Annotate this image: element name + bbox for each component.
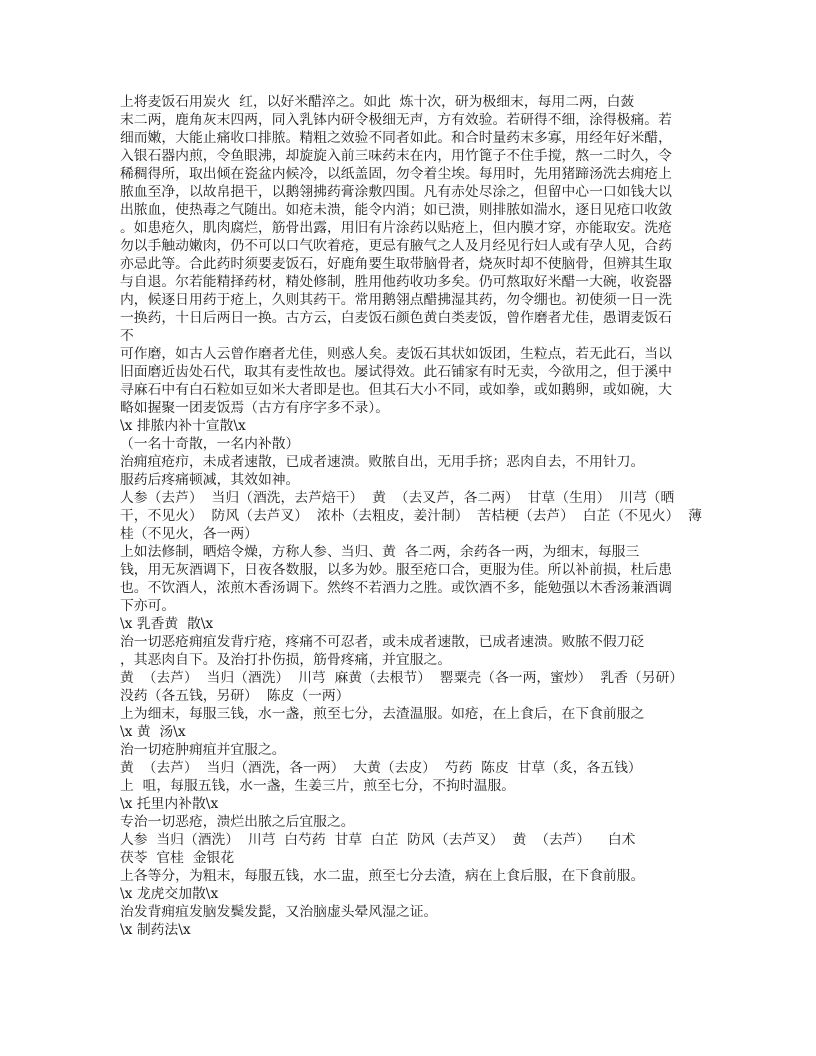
section-heading: \x 排脓内补十宣散\x	[120, 418, 246, 434]
text-line: （一名十奇散，一名内补散）	[120, 436, 300, 452]
ingredient-line: 茯苓 官桂 金银花	[120, 850, 235, 866]
document-page	[120, 93, 702, 939]
text-line: 专治一切恶疮，溃烂出脓之后宜服之。	[120, 814, 355, 830]
text-line: 脓血至净，以故帛挹干，以鹅翎拂药膏涂敷四围。凡有赤处尽涂之，但留中心一口如钱大以	[120, 184, 672, 200]
text-line: 上 咀，每服五钱，水一盏，生姜三片，煎至七分，不拘时温服。	[120, 778, 516, 794]
section-heading: \x 托里内补散\x	[120, 796, 219, 812]
section-heading: \x 龙虎交加散\x	[120, 886, 219, 902]
text-line: 末二两，鹿角灰末四两，同入乳钵内研令极细无声，方有效验。若研得不细，涂得极痛。若	[120, 112, 672, 128]
text-line: 。如患疮久，肌肉腐烂，筋骨出露，用旧有片涂药以贴疮上，但内膜才穿，亦能取安。洗疮	[120, 220, 672, 236]
text-line: 治一切疮肿痈疽并宜服之。	[120, 742, 286, 758]
text-line: 亦忌此等。合此药时须要麦饭石，好鹿角要生取带脑骨者，烧灰时却不使脑骨，但辨其生取	[120, 256, 672, 272]
ingredient-line: 黄 （去芦） 当归（酒洗，各一两） 大黄（去皮） 芍药 陈皮 甘草（炙，各五钱）	[120, 760, 642, 776]
section-heading: \x 黄 汤\x	[120, 724, 186, 740]
text-line: 内，候逐日用药于疮上，久则其药干。常用鹅翎点醋拂湿其药，勿令绷也。初使须一日一洗	[120, 292, 672, 308]
text-line: 上如法修制，晒焙令燥，方称人参、当归、黄 各二两，余药各一两，为细末，每服三	[120, 544, 640, 560]
text-line: 细而嫩，大能止痛收口排脓。精粗之效验不同者如此。和合时量药末多寡，用经年好米醋，	[120, 130, 672, 146]
text-line: 治发背痈疽发脑发鬓发髭，又治脑虚头晕风湿之证。	[120, 904, 438, 920]
text-line: 治一切恶疮痈疽发背疔疮，疼痛不可忍者，或未成者速散，已成者速溃。败脓不假刀砭	[120, 634, 645, 650]
text-line: 略如握聚一团麦饭焉（古方有序字多不录）。	[120, 400, 390, 416]
text-line: ，其恶肉自下。及治打扑伤损，筋骨疼痛，并宜服之。	[120, 652, 452, 668]
text-line: 可作磨，如古人云曾作磨者尤佳，则惑人矣。麦饭石其状如饭团，生粒点，若无此石，当以	[120, 346, 672, 362]
ingredient-line: 干，不见火） 防风（去芦叉） 浓朴（去粗皮，姜汁制） 苦桔梗（去芦） 白芷（不见火） 薄	[120, 508, 702, 524]
text-line: 上为细末，每服三钱，水一盏，煎至七分，去渣温服。如疮，在上食后，在下食前服之	[120, 706, 645, 722]
text-line: 不	[120, 328, 134, 344]
text-line: 钱，用无灰酒调下，日夜各数服，以多为妙。服至疮口合，更服为佳。所以补前损，杜后患	[120, 562, 672, 578]
text-line: 入银石器内煎，令鱼眼沸，却旋旋入前三味药末在内，用竹篦子不住手搅，熬一二时久，令	[120, 148, 672, 164]
ingredient-line: 桂（不见火，各一两）	[120, 526, 258, 542]
section-heading: \x 制药法\x	[120, 922, 191, 938]
ingredient-line: 黄 （去芦） 当归（酒洗） 川芎 麻黄（去根节） 罂粟壳（各一两，蜜炒） 乳香（另研）	[120, 670, 684, 686]
text-line: 下亦可。	[120, 598, 176, 614]
text-line: 勿以手触动嫩肉，仍不可以口气吹着疮，更忌有腋气之人及月经见行妇人或有孕人见，合药	[120, 238, 672, 254]
text-line: 服药后疼痛顿减，其效如神。	[120, 472, 300, 488]
text-line: 上各等分，为粗末，每服五钱，水二盅，煎至七分去渣，病在上食后服，在下食前服。	[120, 868, 645, 884]
ingredient-line: 没药（各五钱，另研） 陈皮（一两）	[120, 688, 350, 704]
text-line: 寻麻石中有白石粒如豆如米大者即是也。但其石大小不同，或如拳，或如鹅卵，或如碗，大	[120, 382, 672, 398]
text-line: 出脓血，使热毒之气随出。如疮未溃，能令内消；如已溃，则排脓如湍水，逐日见疮口收敛	[120, 202, 672, 218]
text-line: 也。不饮酒人，浓煎木香汤调下。然终不若酒力之胜。或饮酒不多，能勉强以木香汤兼酒调	[120, 580, 672, 596]
ingredient-line: 人参 当归（酒洗） 川芎 白芍药 甘草 白芷 防风（去芦叉） 黄 （去芦） 白术	[120, 832, 636, 848]
section-heading: \x 乳香黄 散\x	[120, 616, 214, 632]
text-line: 一换药，十日后两日一换。古方云，白麦饭石颜色黄白类麦饭，曾作磨者尤佳，愚谓麦饭石	[120, 310, 672, 326]
text-line: 稀稠得所，取出倾在瓷盆内候冷，以纸盖固，勿令着尘埃。每用时，先用猪蹄汤洗去痈疮上	[120, 166, 672, 182]
ingredient-line: 人参（去芦） 当归（酒洗，去芦焙干） 黄 （去叉芦，各二两） 甘草（生用） 川芎（晒	[120, 490, 675, 506]
text-line: 治痈疽疮疖，未成者速散，已成者速溃。败脓自出，无用手挤；恶肉自去，不用针刀。	[120, 454, 645, 470]
text-line: 旧面磨近齿处石代，取其有麦性故也。屡试得效。此石铺家有时无卖，今欲用之，但于溪中	[120, 364, 672, 380]
text-line: 与自退。尔若能精择药材，精处修制，胜用他药收功多矣。仍可熬取好米醋一大碗，收瓷器	[120, 274, 672, 290]
text-line: 上将麦饭石用炭火 红，以好米醋淬之。如此 炼十次，研为极细末，每用二两，白蔹	[120, 94, 635, 110]
